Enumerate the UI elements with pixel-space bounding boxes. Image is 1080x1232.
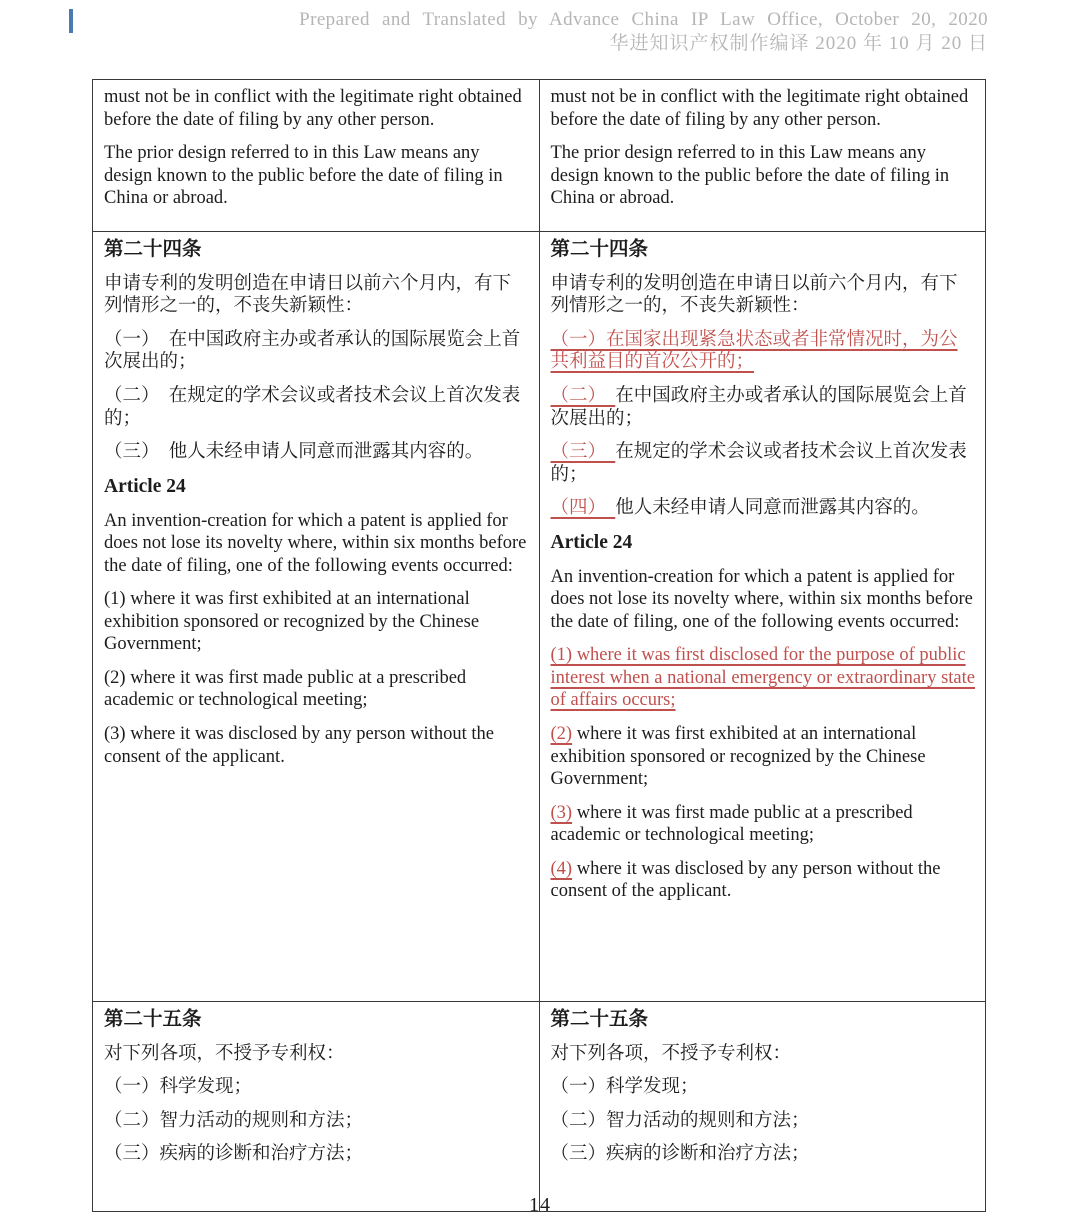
text-segment: must not be in conflict with the legitimate right obtained before the date of filing by any other person.: [550, 87, 969, 130]
law-paragraph: [551, 644, 976, 712]
text-segment: An invention-creation for which a patent is applied for does not lose its novelty where, within six months before the date of filing, one of the following events occurred:: [550, 566, 973, 632]
revised-text-segment: (1) where it was first disclosed for the purpose of public interest when a national emergency or extraordinary state of affairs occurs;: [550, 645, 975, 711]
text-segment: 第二十五条: [550, 1009, 649, 1030]
law-paragraph: [104, 1110, 529, 1133]
article-heading: [104, 1008, 529, 1032]
text-segment: The prior design referred to in this Law means any design known to the public before the date of filing in China or abroad.: [550, 143, 950, 209]
text-segment: （一）科学发现；: [104, 1077, 253, 1098]
law-paragraph: [104, 329, 529, 374]
law-paragraph: [551, 723, 976, 791]
law-paragraph: [551, 142, 976, 210]
text-segment: （一） 在中国政府主办或者承认的国际展览会上首次展出的；: [104, 329, 521, 373]
article-heading: [104, 238, 529, 262]
revised-text-segment: (4): [550, 858, 573, 879]
article-heading: [104, 475, 529, 499]
law-paragraph: [551, 858, 976, 903]
law-paragraph: [551, 1076, 976, 1099]
law-paragraph: [104, 723, 529, 768]
text-segment: (3) where it was disclosed by any person without the consent of the applicant.: [104, 724, 494, 767]
revised-text-segment: （三）: [550, 442, 616, 463]
header-line-chinese: 华进知识产权制作编译 2020 年 10 月 20 日: [609, 33, 988, 54]
law-paragraph: [551, 1043, 976, 1066]
text-segment: （二）智力活动的规则和方法；: [550, 1110, 810, 1131]
text-segment: （二）智力活动的规则和方法；: [104, 1110, 364, 1131]
header-line-english: Prepared and Translated by Advance China IP Law Office, October 20, 2020: [299, 9, 988, 30]
text-segment: The prior design referred to in this Law means any design known to the public before the date of filing in China or abroad.: [104, 143, 503, 209]
law-paragraph: [104, 588, 529, 656]
law-paragraph: [551, 497, 976, 520]
text-segment: Article 24: [550, 531, 633, 553]
text-segment: 对下列各项，不授予专利权：: [104, 1043, 345, 1064]
article-heading: [551, 531, 976, 555]
text-segment: 第二十四条: [104, 239, 202, 260]
law-paragraph: [551, 802, 976, 847]
text-segment: An invention-creation for which a patent is applied for does not lose its novelty where, within six months before the date of filing, one of the following events occurred:: [104, 510, 527, 576]
revised-text-segment: （四）: [550, 498, 616, 519]
text-segment: 第二十四条: [550, 239, 649, 260]
text-segment: 第二十五条: [104, 1009, 202, 1030]
text-segment: (2) where it was first made public at a prescribed academic or technological meeting;: [104, 667, 467, 711]
text-segment: 申请专利的发明创造在申请日以前六个月内，有下列情形之一的，不丧失新颖性：: [104, 273, 512, 317]
revised-text-segment: （二）: [550, 386, 616, 407]
text-segment: 他人未经申请人同意而泄露其内容的。: [615, 498, 930, 519]
text-segment: 对下列各项，不授予专利权：: [550, 1043, 792, 1064]
table-row: [93, 80, 986, 232]
text-segment: where it was disclosed by any person without the consent of the applicant.: [550, 858, 941, 902]
law-paragraph: [104, 667, 529, 712]
text-segment: 申请专利的发明创造在申请日以前六个月内，有下列情形之一的，不丧失新颖性：: [550, 273, 958, 317]
text-segment: （二） 在规定的学术会议或者技术会议上首次发表的；: [104, 386, 521, 429]
law-paragraph: [104, 142, 529, 210]
text-segment: （三）疾病的诊断和治疗方法；: [550, 1144, 810, 1165]
law-paragraph: [104, 273, 529, 318]
table-row: [93, 232, 986, 1002]
law-paragraph: [551, 385, 976, 430]
page-footer: [0, 1194, 1080, 1217]
text-segment: Article 24: [104, 475, 186, 497]
table-cell-old-law: [93, 80, 540, 232]
text-segment: 在规定的学术会议或者技术会议上首次发表的；: [550, 442, 967, 485]
article-heading: [551, 238, 976, 262]
law-paragraph: [104, 1143, 529, 1166]
table-row: [93, 1002, 986, 1212]
law-paragraph: [551, 1143, 976, 1166]
law-comparison-table: [92, 79, 986, 1212]
law-paragraph: [551, 441, 976, 486]
text-segment: where it was first exhibited at an international exhibition sponsored or recognized by the Chinese Government;: [550, 724, 926, 790]
table-cell-amended-law: [539, 80, 986, 232]
law-paragraph: [104, 86, 529, 131]
table-cell-old-law: [93, 232, 540, 1002]
table-cell-amended-law: [539, 232, 986, 1002]
table-cell-amended-law: [539, 1002, 986, 1212]
revised-text-segment: (2): [550, 724, 573, 744]
text-segment: （三） 他人未经申请人同意而泄露其内容的。: [104, 442, 484, 463]
law-paragraph: [104, 385, 529, 430]
blue-accent-bar: [69, 9, 73, 33]
text-segment: where it was first made public at a prescribed academic or technological meeting;: [550, 802, 913, 846]
article-heading: [551, 1008, 976, 1032]
law-comparison-table-body: [93, 80, 986, 1212]
text-segment: （三）疾病的诊断和治疗方法；: [104, 1144, 364, 1165]
text-segment: 在中国政府主办或者承认的国际展览会上首次展出的；: [550, 386, 967, 429]
law-paragraph: [551, 86, 976, 131]
text-segment: （一）科学发现；: [550, 1077, 699, 1098]
law-comparison-table-wrapper: [92, 79, 986, 1212]
page-header: [299, 8, 988, 56]
revised-text-segment: (3): [550, 802, 573, 823]
page-number: 14: [529, 1194, 551, 1216]
law-paragraph: [551, 566, 976, 634]
text-segment: must not be in conflict with the legitimate right obtained before the date of filing by any other person.: [104, 87, 522, 130]
law-paragraph: [104, 1043, 529, 1066]
law-paragraph: [104, 441, 529, 464]
text-segment: (1) where it was first exhibited at an international exhibition sponsored or recognized by the Chinese Government;: [104, 589, 480, 655]
law-paragraph: [551, 329, 976, 374]
law-paragraph: [104, 510, 529, 578]
law-paragraph: [104, 1076, 529, 1099]
law-paragraph: [551, 1110, 976, 1133]
law-paragraph: [551, 273, 976, 318]
revised-text-segment: （一）在国家出现紧急状态或者非常情况时，为公共利益目的首次公开的；: [550, 329, 958, 373]
table-cell-old-law: [93, 1002, 540, 1212]
